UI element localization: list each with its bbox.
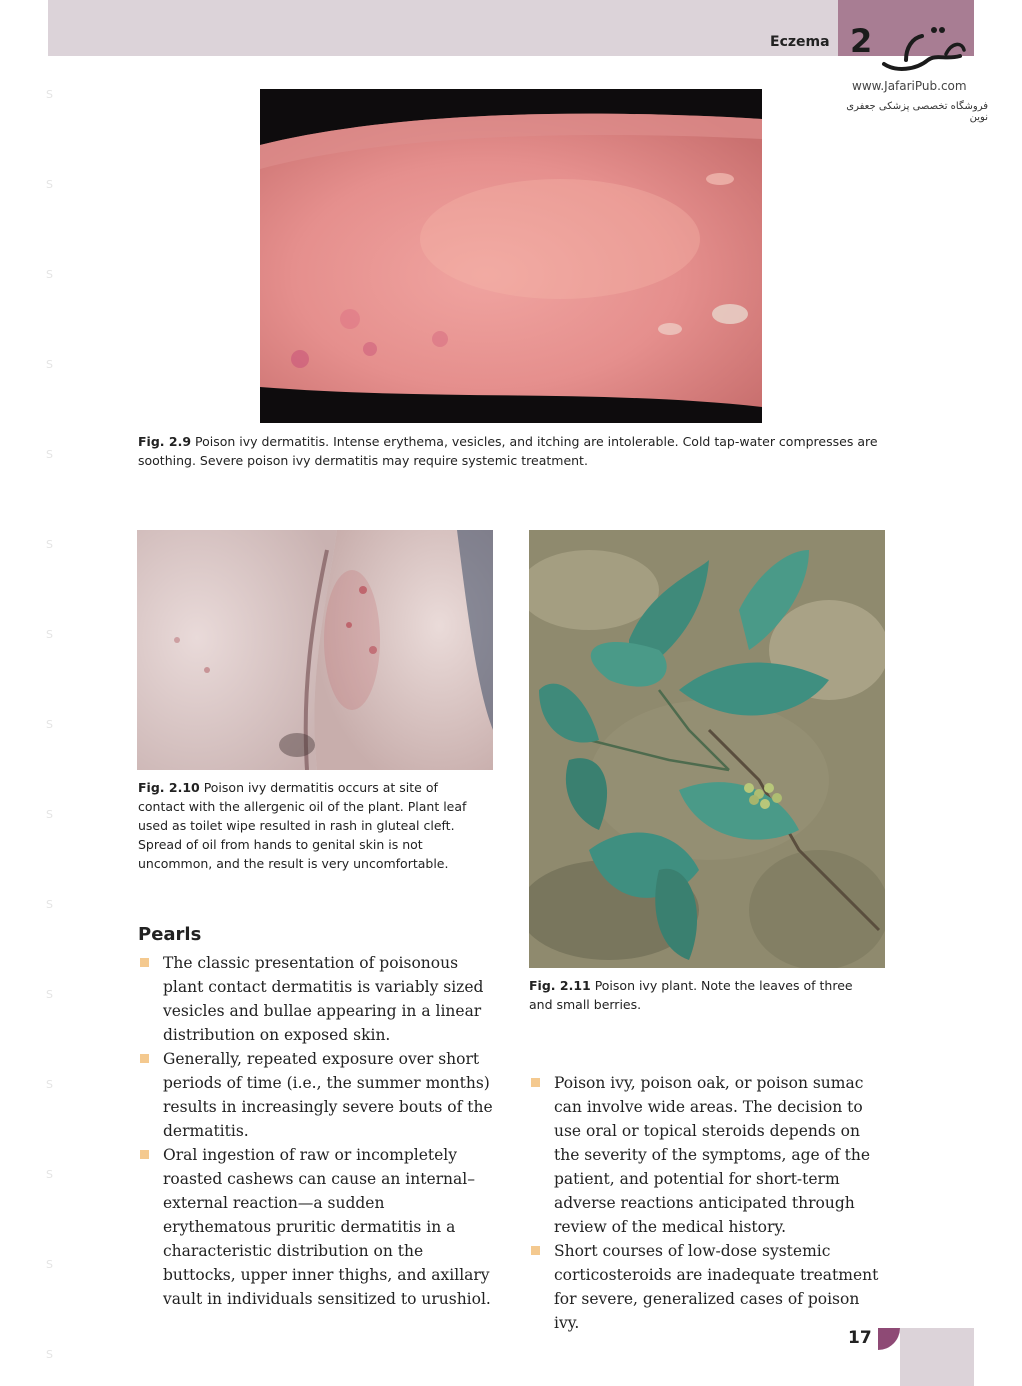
figure-2-10-caption <box>138 778 488 873</box>
margin-mark: S <box>46 1168 53 1181</box>
margin-mark: S <box>46 358 53 371</box>
chapter-number: 2 <box>850 22 873 60</box>
figure-label: Fig. 2.11 <box>529 978 591 993</box>
figure-2-9-photo <box>260 89 762 423</box>
figure-2-11-photo <box>529 530 885 968</box>
margin-mark: S <box>46 808 53 821</box>
list-item <box>138 951 494 1047</box>
margin-mark: S <box>46 1258 53 1271</box>
logo-tagline: فروشگاه تخصصی پزشکی جعفری نوین <box>846 101 988 123</box>
margin-mark: S <box>46 718 53 731</box>
figure-label: Fig. 2.10 <box>138 780 200 795</box>
pearl-text: The classic presentation of poisonous plant contact dermatitis is variably sized vesicles and bullae appearing in a linear distribution on exposed skin. <box>163 954 484 1044</box>
figure-label: Fig. 2.9 <box>138 434 192 449</box>
pearl-text: Poison ivy, poison oak, or poison sumac can involve wide areas. The decision to use oral or topical steroids depends on the severity of the symptoms, age of the patient, and potential for short-term adverse reactions anticipated through review of the medical history. <box>554 1074 870 1236</box>
margin-mark: S <box>46 538 53 551</box>
margin-mark: S <box>46 1078 53 1091</box>
footer-accent <box>878 1328 900 1350</box>
pearls-list-left <box>138 951 494 1311</box>
margin-mark: S <box>46 88 53 101</box>
margin-mark: S <box>46 898 53 911</box>
pearl-text: Generally, repeated exposure over short periods of time (i.e., the summer months) results in increasingly severe bouts of the dermatitis. <box>163 1050 493 1140</box>
margin-mark: S <box>46 178 53 191</box>
bullet-square-icon <box>140 1054 149 1063</box>
pearl-text: Short courses of low-dose systemic corticosteroids are inadequate treatment for severe, generalized cases of poison ivy. <box>554 1242 879 1332</box>
list-item <box>529 1071 889 1239</box>
bullet-square-icon <box>531 1078 540 1087</box>
footer-band <box>900 1328 974 1386</box>
pearls-heading: Pearls <box>138 924 202 945</box>
logo-url: www.JafariPub.com <box>852 79 967 93</box>
publisher-logo <box>876 20 968 78</box>
margin-mark: S <box>46 1348 53 1361</box>
page-number: 17 <box>848 1328 872 1348</box>
list-item <box>529 1239 889 1335</box>
bullet-square-icon <box>531 1246 540 1255</box>
margin-mark: S <box>46 988 53 1001</box>
caption-text: Poison ivy plant. Note the leaves of three and small berries. <box>529 978 853 1012</box>
margin-mark: S <box>46 448 53 461</box>
list-item <box>138 1047 494 1143</box>
bullet-square-icon <box>140 958 149 967</box>
caption-text: Poison ivy dermatitis occurs at site of contact with the allergenic oil of the plant. Plant leaf used as toilet wipe resulted in rash in gluteal cleft. Spread of oil from hands to genital skin is not uncommon, and the result is very uncomfortable. <box>138 780 467 871</box>
pearl-text: Oral ingestion of raw or incompletely roasted cashews can cause an internal–external reaction—a sudden erythematous pruritic dermatitis in a characteristic distribution on the buttocks, upper inner thighs, and axillary vault in individuals sensitized to urushiol. <box>163 1146 491 1308</box>
header-band <box>48 0 838 56</box>
figure-2-10-photo <box>137 530 493 770</box>
list-item <box>138 1143 494 1311</box>
margin-mark: S <box>46 268 53 281</box>
caption-text: Poison ivy dermatitis. Intense erythema, vesicles, and itching are intolerable. Cold tap-water compresses are soothing. Severe poison ivy dermatitis may require systemic treatment. <box>138 434 878 468</box>
pearls-list-right <box>529 1071 889 1335</box>
figure-2-9-caption <box>138 432 888 470</box>
figure-2-11-caption <box>529 976 879 1014</box>
running-title: Eczema <box>770 34 830 50</box>
bullet-square-icon <box>140 1150 149 1159</box>
margin-mark: S <box>46 628 53 641</box>
